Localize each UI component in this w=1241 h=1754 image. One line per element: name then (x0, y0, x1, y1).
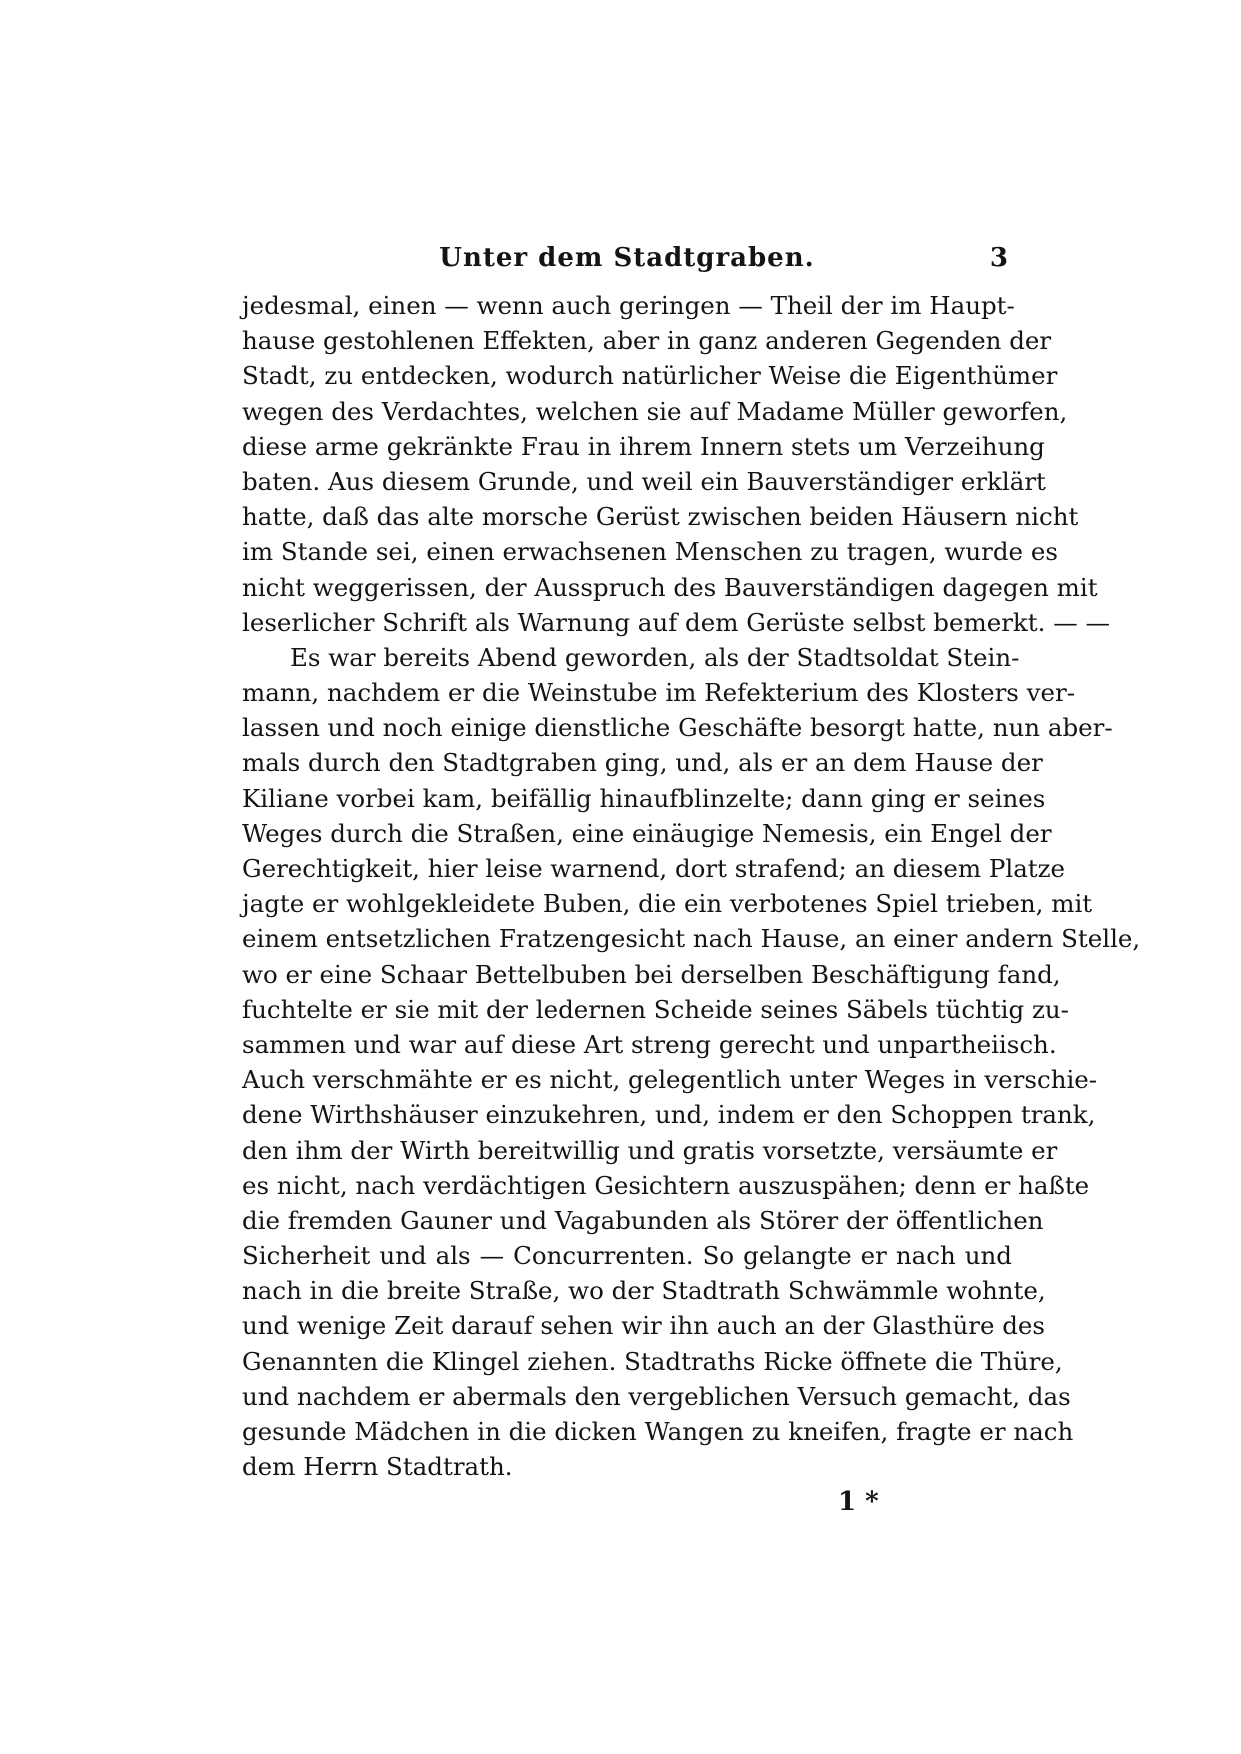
text-line: einem entsetzlichen Fratzengesicht nach Hause, an einer andern Stelle, (242, 924, 1141, 954)
text-line: sammen und war auf diese Art streng gerecht und unpartheiisch. (242, 1029, 1057, 1059)
text-line: baten. Aus diesem Grunde, und weil ein Bauverständiger erklärt (242, 466, 1046, 496)
text-line: hatte, daß das alte morsche Gerüst zwischen beiden Häusern nicht (242, 502, 1079, 532)
text-line: und wenige Zeit darauf sehen wir ihn auch an der Glasthüre des (242, 1311, 1045, 1341)
text-line: im Stande sei, einen erwachsenen Menschen zu tragen, wurde es (242, 537, 1058, 567)
text-line: mals durch den Stadtgraben ging, und, als er an dem Hause der (242, 748, 1043, 778)
text-line: leserlicher Schrift als Warnung auf dem Gerüste selbst bemerkt. — — (242, 607, 1110, 637)
text-line: Kiliane vorbei kam, beifällig hinaufblinzelte; dann ging er seines (242, 783, 1046, 813)
running-title: Unter dem Stadtgraben. (439, 243, 815, 273)
text-line: Gerechtigkeit, hier leise warnend, dort strafend; an diesem Platze (242, 854, 1066, 883)
text-line: die fremden Gauner und Vagabunden als Störer der öffentlichen (242, 1205, 1044, 1235)
text-line: Genannten die Klingel ziehen. Stadtraths Ricke öffnete die Thüre, (242, 1346, 1063, 1376)
text-line: wo er eine Schaar Bettelbuben bei derselben Beschäftigung fand, (242, 959, 1061, 989)
text-line: gesunde Mädchen in die dicken Wangen zu kneifen, fragte er nach (242, 1417, 1074, 1446)
text-line: Sicherheit und als — Concurrenten. So gelangte er nach und (242, 1241, 1012, 1271)
text-line: lassen und noch einige dienstliche Geschäfte besorgt hatte, nun aber- (242, 713, 1113, 743)
signature-mark: 1 * (838, 1487, 879, 1517)
page-number: 3 (989, 243, 1008, 273)
running-header (242, 238, 1012, 278)
paragraph-start-line: Es war bereits Abend geworden, als der Stadtsoldat Stein- (290, 642, 1020, 672)
text-line: Stadt, zu entdecken, wodurch natürlicher Weise die Eigenthümer (242, 361, 1058, 391)
text-line: dene Wirthshäuser einzukehren, und, indem er den Schoppen trank, (242, 1100, 1096, 1130)
body-text (242, 288, 1141, 1484)
text-line: den ihm der Wirth bereitwillig und gratis vorsetzte, versäumte er (242, 1135, 1058, 1165)
text-line: und nachdem er abermals den vergeblichen Versuch gemacht, das (242, 1381, 1071, 1411)
text-line: jedesmal, einen — wenn auch geringen — Theil der im Haupt- (242, 291, 1015, 320)
text-line: es nicht, nach verdächtigen Gesichtern auszuspähen; denn er haßte (242, 1170, 1090, 1200)
text-line: dem Herrn Stadtrath. (242, 1452, 513, 1482)
text-line: diese arme gekränkte Frau in ihrem Innern stets um Verzeihung (242, 431, 1045, 461)
text-line: Auch verschmähte er es nicht, gelegentlich unter Weges in verschie- (242, 1065, 1098, 1095)
text-line: nach in die breite Straße, wo der Stadtrath Schwämmle wohnte, (242, 1276, 1046, 1306)
text-line: hause gestohlenen Effekten, aber in ganz anderen Gegenden der (242, 326, 1052, 356)
text-line: Weges durch die Straßen, eine einäugige Nemesis, ein Engel der (242, 818, 1052, 848)
text-line: fuchtelte er sie mit der ledernen Scheide seines Säbels tüchtig zu- (242, 994, 1069, 1024)
text-line: jagte er wohlgekleidete Buben, die ein verbotenes Spiel trieben, mit (242, 889, 1093, 919)
text-line: wegen des Verdachtes, welchen sie auf Madame Müller geworfen, (242, 396, 1068, 426)
text-line: mann, nachdem er die Weinstube im Refekterium des Klosters ver- (242, 678, 1075, 708)
text-line: nicht weggerissen, der Ausspruch des Bauverständigen dagegen mit (242, 572, 1098, 602)
